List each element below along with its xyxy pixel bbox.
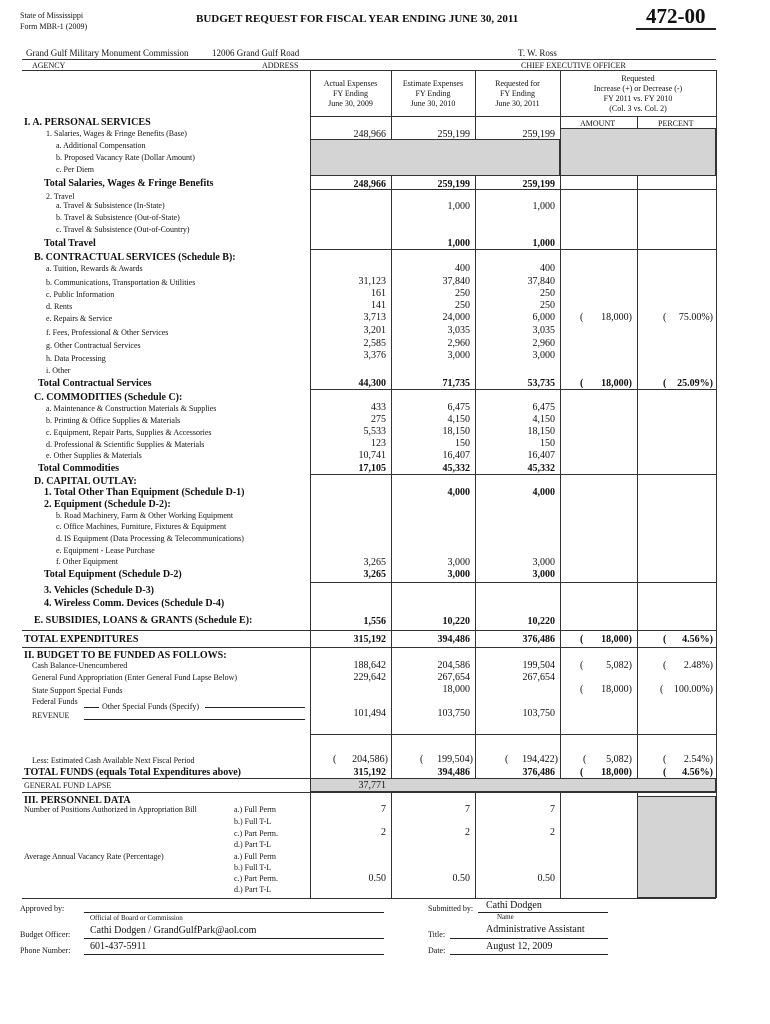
row-label: b. Proposed Vacancy Rate (Dollar Amount): [56, 153, 195, 162]
cell-estimate: 250: [455, 300, 470, 311]
cell-estimate: 267,654: [437, 672, 470, 683]
cell-estimate: 1,000: [447, 201, 470, 212]
address-label: ADDRESS: [262, 61, 299, 70]
cell-requested: 1,000: [532, 201, 555, 212]
cell-requested: 7: [550, 804, 555, 815]
paren: (: [660, 684, 664, 695]
cell-actual: 7: [381, 804, 386, 815]
cell-change-percent: 75.00%): [678, 312, 713, 323]
row-label: c. Travel & Subsistence (Out-of-Country): [56, 225, 190, 234]
phone-label: Phone Number:: [20, 946, 71, 955]
cell-estimate: 3,000: [447, 557, 470, 568]
cell-estimate: 103,750: [437, 708, 470, 719]
row-label: b. Printing & Office Supplies & Materials: [46, 416, 181, 425]
row-label: c. Per Diem: [56, 165, 94, 174]
row-label-total: Total Commodities: [38, 463, 120, 474]
row-label: Other Special Funds (Specify): [102, 702, 200, 711]
paren: (: [663, 378, 667, 389]
ceo-label: CHIEF EXECUTIVE OFFICER: [521, 61, 626, 70]
cell-requested: 400: [540, 263, 555, 274]
date-value: August 12, 2009: [486, 941, 553, 952]
paren: (: [580, 684, 584, 695]
cell-actual: 101,494: [353, 708, 386, 719]
cell-actual: 315,192: [353, 767, 386, 778]
paren: (: [580, 767, 584, 778]
cell-actual: 0.50: [368, 873, 386, 884]
cell-requested: 267,654: [522, 672, 555, 683]
row-label: REVENUE: [32, 711, 70, 720]
approved-label: Approved by:: [20, 904, 65, 913]
row-label: Federal Funds: [32, 697, 78, 706]
cell-requested: 2: [550, 827, 555, 838]
cell-actual: 315,192: [353, 634, 386, 645]
row-label: Cash Balance-Unencumbered: [32, 661, 128, 670]
cell-actual: 204,586): [352, 754, 388, 765]
row-label: e. Equipment - Lease Purchase: [56, 546, 155, 555]
row-label: f. Fees, Professional & Other Services: [46, 328, 169, 337]
cell-change-percent: 2.48%): [683, 660, 713, 671]
cell-requested: 259,199: [522, 129, 555, 140]
col-requested-header: Requested for FY Ending June 30, 2011: [495, 79, 540, 108]
paren: (: [663, 312, 667, 323]
row-label: c. Equipment, Repair Parts, Supplies & Accessories: [46, 428, 212, 437]
cell-change-amount: 18,000): [601, 684, 632, 695]
row-label: 1. Salaries, Wages & Fringe Benefits (Base): [46, 129, 187, 138]
row-label-total: Total Travel: [44, 238, 96, 249]
row-label: Number of Positions Authorized in Appropriation Bill: [24, 805, 197, 814]
paren: (: [663, 660, 667, 671]
cell-requested: 199,504: [522, 660, 555, 671]
row-label: a. Additional Compensation: [56, 141, 146, 150]
paren: (: [663, 767, 667, 778]
cell-estimate: 0.50: [452, 873, 470, 884]
cell-estimate: 4,000: [447, 487, 470, 498]
cell-actual: 2,585: [363, 338, 386, 349]
row-label: 2. Travel: [46, 192, 75, 201]
title-value: Administrative Assistant: [486, 924, 585, 935]
cell-estimate: 7: [465, 804, 470, 815]
row-label: 4. Wireless Comm. Devices (Schedule D-4): [44, 598, 225, 609]
cell-estimate: 250: [455, 288, 470, 299]
cell-estimate: 45,332: [442, 463, 470, 474]
paren: (: [663, 634, 667, 645]
cell-requested: 16,407: [527, 450, 555, 461]
cell-actual: 3,376: [363, 350, 386, 361]
cell-actual: 3,265: [363, 569, 386, 580]
row-label: 3. Vehicles (Schedule D-3): [44, 585, 154, 596]
paren: (: [580, 378, 584, 389]
row-label: c. Office Machines, Furniture, Fixtures & Equipment: [56, 522, 227, 531]
ceo-name: T. W. Ross: [518, 48, 557, 58]
cell-requested: 4,000: [532, 487, 555, 498]
paren: (: [505, 754, 509, 765]
personnel-label: a.) Full Perm: [234, 805, 276, 814]
cell-requested: 250: [540, 288, 555, 299]
form-number: 472-00: [646, 4, 706, 28]
cell-change-percent: 100.00%): [673, 684, 713, 695]
cell-requested: 194,422): [522, 754, 558, 765]
cell-estimate: 394,486: [437, 767, 470, 778]
row-label: f. Other Equipment: [56, 557, 118, 566]
cell-actual: 248,966: [353, 179, 386, 190]
row-label: i. Other: [46, 366, 71, 375]
paren: (: [333, 754, 337, 765]
cell-requested: 250: [540, 300, 555, 311]
row-label: Average Annual Vacancy Rate (Percentage): [24, 852, 164, 861]
personnel-label: c.) Part Perm.: [234, 874, 278, 883]
cell-requested: 103,750: [522, 708, 555, 719]
paren: (: [580, 312, 584, 323]
phone-value: 601-437-5911: [90, 941, 147, 952]
cell-estimate: 1,000: [447, 238, 470, 249]
cell-estimate: 37,840: [442, 276, 470, 287]
cell-requested: 3,000: [532, 569, 555, 580]
row-label: e. Other Supplies & Materials: [46, 451, 142, 460]
agency-label: AGENCY: [32, 61, 66, 70]
cell-change-amount: 18,000): [601, 634, 632, 645]
cell-change-percent: 2.54%): [683, 754, 713, 765]
cell-estimate: 394,486: [437, 634, 470, 645]
cell-actual: 188,642: [353, 660, 386, 671]
cell-estimate: 3,000: [447, 350, 470, 361]
submitted-label: Submitted by:: [428, 904, 474, 913]
budget-officer-label: Budget Officer:: [20, 930, 71, 939]
cell-estimate: 259,199: [437, 129, 470, 140]
row-label: h. Data Processing: [46, 354, 106, 363]
submitted-value: Cathi Dodgen: [486, 900, 542, 911]
row-label: e. Repairs & Service: [46, 314, 113, 323]
cell-change-amount: 5,082): [606, 754, 632, 765]
section-personnel: III. PERSONNEL DATA: [24, 795, 131, 806]
cell-actual: 10,741: [358, 450, 386, 461]
cell-requested: 3,000: [532, 350, 555, 361]
paren: (: [583, 754, 587, 765]
cell-estimate: 2: [465, 827, 470, 838]
row-label: g. Other Contractual Services: [46, 341, 141, 350]
percent-header: PERCENT: [658, 119, 694, 128]
cell-requested: 37,840: [527, 276, 555, 287]
cell-requested: 150: [540, 438, 555, 449]
row-label: a. Travel & Subsistence (In-State): [56, 201, 165, 210]
shaded-block: [560, 128, 716, 176]
cell-estimate: 4,150: [447, 414, 470, 425]
cell-actual: 161: [371, 288, 386, 299]
cell-actual: 2: [381, 827, 386, 838]
paren: (: [580, 660, 584, 671]
cell-estimate: 16,407: [442, 450, 470, 461]
cell-actual: 248,966: [353, 129, 386, 140]
row-label: a. Maintenance & Construction Materials & Supplies: [46, 404, 217, 413]
personnel-label: c.) Part Perm.: [234, 829, 278, 838]
personnel-label: d.) Part T-L: [234, 840, 272, 849]
row-label: b. Road Machinery, Farm & Other Working Equipment: [56, 511, 234, 520]
personnel-label: b.) Full T-L: [234, 817, 272, 826]
cell-estimate: 259,199: [437, 179, 470, 190]
row-label: State Support Special Funds: [32, 686, 123, 695]
section-contractual: B. CONTRACTUAL SERVICES (Schedule B):: [34, 252, 236, 263]
official-label: Official of Board or Commission: [90, 914, 183, 922]
section-capital-outlay: D. CAPITAL OUTLAY:: [34, 476, 137, 487]
budget-officer-value: Cathi Dodgen / GrandGulfPark@aol.com: [90, 925, 257, 936]
row-label-lapse: GENERAL FUND LAPSE: [24, 781, 112, 790]
cell-estimate: 10,220: [442, 616, 470, 627]
cell-change-amount: 18,000): [601, 378, 632, 389]
cell-requested: 2,960: [532, 338, 555, 349]
row-label: 2. Equipment (Schedule D-2):: [44, 499, 171, 510]
cell-estimate: 3,000: [447, 569, 470, 580]
personnel-label: b.) Full T-L: [234, 863, 272, 872]
row-label: 1. Total Other Than Equipment (Schedule D-1): [44, 487, 245, 498]
shaded-block: [310, 139, 560, 176]
row-label: General Fund Appropriation (Enter General Fund Lapse Below): [32, 673, 238, 682]
row-label: c. Public Information: [46, 290, 115, 299]
cell-actual: 3,265: [363, 557, 386, 568]
form-id: Form MBR-1 (2009): [20, 22, 88, 31]
col-change-header: Requested Increase (+) or Decrease (-) FY 2011 vs. FY 2010 (Col. 3 vs. Col. 2): [593, 74, 683, 113]
row-label: b. Communications, Transportation & Utilities: [46, 278, 196, 287]
cell-change-amount: 5,082): [606, 660, 632, 671]
cell-estimate: 6,475: [447, 402, 470, 413]
page-title: BUDGET REQUEST FOR FISCAL YEAR ENDING JUNE 30, 2011: [196, 13, 519, 25]
name-label: Name: [497, 913, 514, 921]
shaded-block: [637, 796, 716, 898]
agency-address: 12006 Grand Gulf Road: [212, 48, 300, 58]
cell-requested: 45,332: [527, 463, 555, 474]
cell-change-percent: 25.09%): [677, 378, 713, 389]
row-label-total-expenditures: TOTAL EXPENDITURES: [24, 634, 139, 645]
amount-header: AMOUNT: [580, 119, 616, 128]
cell-requested: 3,035: [532, 325, 555, 336]
cell-estimate: 400: [455, 263, 470, 274]
row-label: d. Rents: [46, 302, 73, 311]
cell-actual: 31,123: [358, 276, 386, 287]
row-label: a. Tuition, Rewards & Awards: [46, 264, 143, 273]
personnel-label: a.) Full Perm: [234, 852, 276, 861]
cell-actual: 3,201: [363, 325, 386, 336]
cell-requested: 18,150: [527, 426, 555, 437]
cell-requested: 376,486: [522, 634, 555, 645]
row-label-total: Total Contractual Services: [38, 378, 152, 389]
cell-actual: 3,713: [363, 312, 386, 323]
cell-estimate: 3,035: [447, 325, 470, 336]
cell-requested: 3,000: [532, 557, 555, 568]
cell-requested: 376,486: [522, 767, 555, 778]
section-funding: II. BUDGET TO BE FUNDED AS FOLLOWS:: [24, 650, 227, 661]
cell-change-amount: 18,000): [601, 312, 632, 323]
cell-actual: 37,771: [358, 780, 386, 791]
paren: (: [420, 754, 424, 765]
cell-requested: 0.50: [537, 873, 555, 884]
title-label: Title:: [428, 930, 446, 939]
state-name: State of Mississippi: [20, 11, 84, 20]
cell-estimate: 18,150: [442, 426, 470, 437]
col-estimate-header: Estimate Expenses FY Ending June 30, 2010: [402, 79, 464, 108]
cell-requested: 1,000: [532, 238, 555, 249]
cell-estimate: 204,586: [437, 660, 470, 671]
cell-actual: 141: [371, 300, 386, 311]
row-label: d. IS Equipment (Data Processing & Telecommunications): [56, 534, 244, 543]
cell-requested: 6,475: [532, 402, 555, 413]
cell-estimate: 71,735: [442, 378, 470, 389]
cell-actual: 44,300: [358, 378, 386, 389]
cell-actual: 275: [371, 414, 386, 425]
cell-change-percent: 4.56%): [682, 767, 713, 778]
cell-estimate: 150: [455, 438, 470, 449]
cell-estimate: 18,000: [442, 684, 470, 695]
cell-estimate: 2,960: [447, 338, 470, 349]
cell-change-amount: 18,000): [601, 767, 632, 778]
cell-estimate: 199,504): [437, 754, 473, 765]
row-label: Less: Estimated Cash Available Next Fiscal Period: [32, 756, 195, 765]
date-label: Date:: [428, 946, 446, 955]
cell-actual: 229,642: [353, 672, 386, 683]
row-label: d. Professional & Scientific Supplies & Materials: [46, 440, 205, 449]
cell-estimate: 24,000: [442, 312, 470, 323]
cell-requested: 6,000: [532, 312, 555, 323]
col-actual-header: Actual Expenses FY Ending June 30, 2009: [323, 79, 378, 108]
personnel-label: d.) Part T-L: [234, 885, 272, 894]
paren: (: [663, 754, 667, 765]
cell-actual: 17,105: [358, 463, 386, 474]
cell-requested: 53,735: [527, 378, 555, 389]
cell-actual: 1,556: [363, 616, 386, 627]
row-label-total: Total Equipment (Schedule D-2): [44, 569, 182, 580]
cell-requested: 259,199: [522, 179, 555, 190]
cell-actual: 433: [371, 402, 386, 413]
row-label-total: Total Salaries, Wages & Fringe Benefits: [44, 178, 214, 189]
cell-requested: 10,220: [527, 616, 555, 627]
agency-name: Grand Gulf Military Monument Commission: [26, 48, 189, 58]
cell-change-percent: 4.56%): [682, 634, 713, 645]
section-commodities: C. COMMODITIES (Schedule C):: [34, 392, 183, 403]
section-personal-services: I. A. PERSONAL SERVICES: [24, 117, 151, 128]
cell-actual: 5,533: [363, 426, 386, 437]
row-label-total-funds: TOTAL FUNDS (equals Total Expenditures above): [24, 767, 241, 778]
paren: (: [580, 634, 584, 645]
cell-actual: 123: [371, 438, 386, 449]
row-label: b. Travel & Subsistence (Out-of-State): [56, 213, 180, 222]
section-subsidies: E. SUBSIDIES, LOANS & GRANTS (Schedule E):: [34, 615, 253, 626]
cell-requested: 4,150: [532, 414, 555, 425]
